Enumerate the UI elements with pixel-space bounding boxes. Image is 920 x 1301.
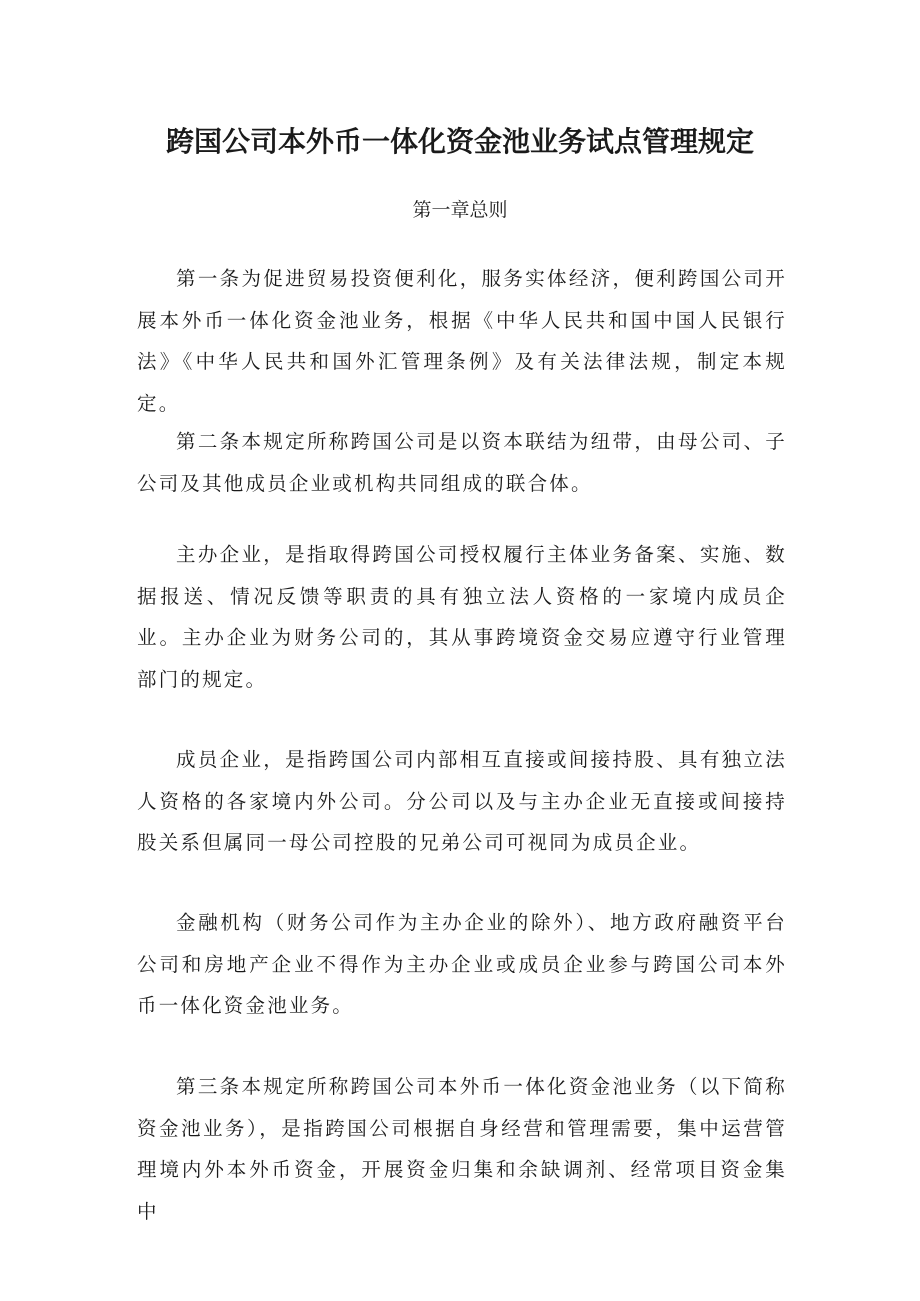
paragraph-article-1: 第一条为促进贸易投资便利化，服务实体经济，便利跨国公司开展本外币一体化资金池业务，根据《中华人民共和国中国人民银行法》《中华人民共和国外汇管理条例》及有关法律法规，制定本规定。 — [137, 267, 787, 415]
document-title: 跨国公司本外币一体化资金池业务试点管理规定 — [165, 125, 754, 158]
paragraph-article-3: 第三条本规定所称跨国公司本外币一体化资金池业务（以下简称资金池业务），是指跨国公司根据自身经营和管理需要，集中运营管理境内外本外币资金，开展资金归集和余缺调剂、经常项目资金集中 — [137, 1075, 787, 1223]
paragraph-article-2: 第二条本规定所称跨国公司是以资本联结为纽带，由母公司、子公司及其他成员企业或机构共同组成的联合体。 — [137, 430, 787, 495]
chapter-heading: 第一章总则 — [412, 199, 508, 221]
paragraph-member-enterprise: 成员企业，是指跨国公司内部相互直接或间接持股、具有独立法人资格的各家境内外公司。分公司以及与主办企业无直接或间接持股关系但属同一母公司控股的兄弟公司可视同为成员企业。 — [137, 748, 787, 854]
paragraph-sponsor-enterprise: 主办企业，是指取得跨国公司授权履行主体业务备案、实施、数据报送、情况反馈等职责的具有独立法人资格的一家境内成员企业。主办企业为财务公司的，其从事跨境资金交易应遵守行业管理部门的规定。 — [137, 543, 787, 691]
paragraph-excluded-institutions: 金融机构（财务公司作为主办企业的除外）、地方政府融资平台公司和房地产企业不得作为主办企业或成员企业参与跨国公司本外币一体化资金池业务。 — [137, 911, 787, 1017]
